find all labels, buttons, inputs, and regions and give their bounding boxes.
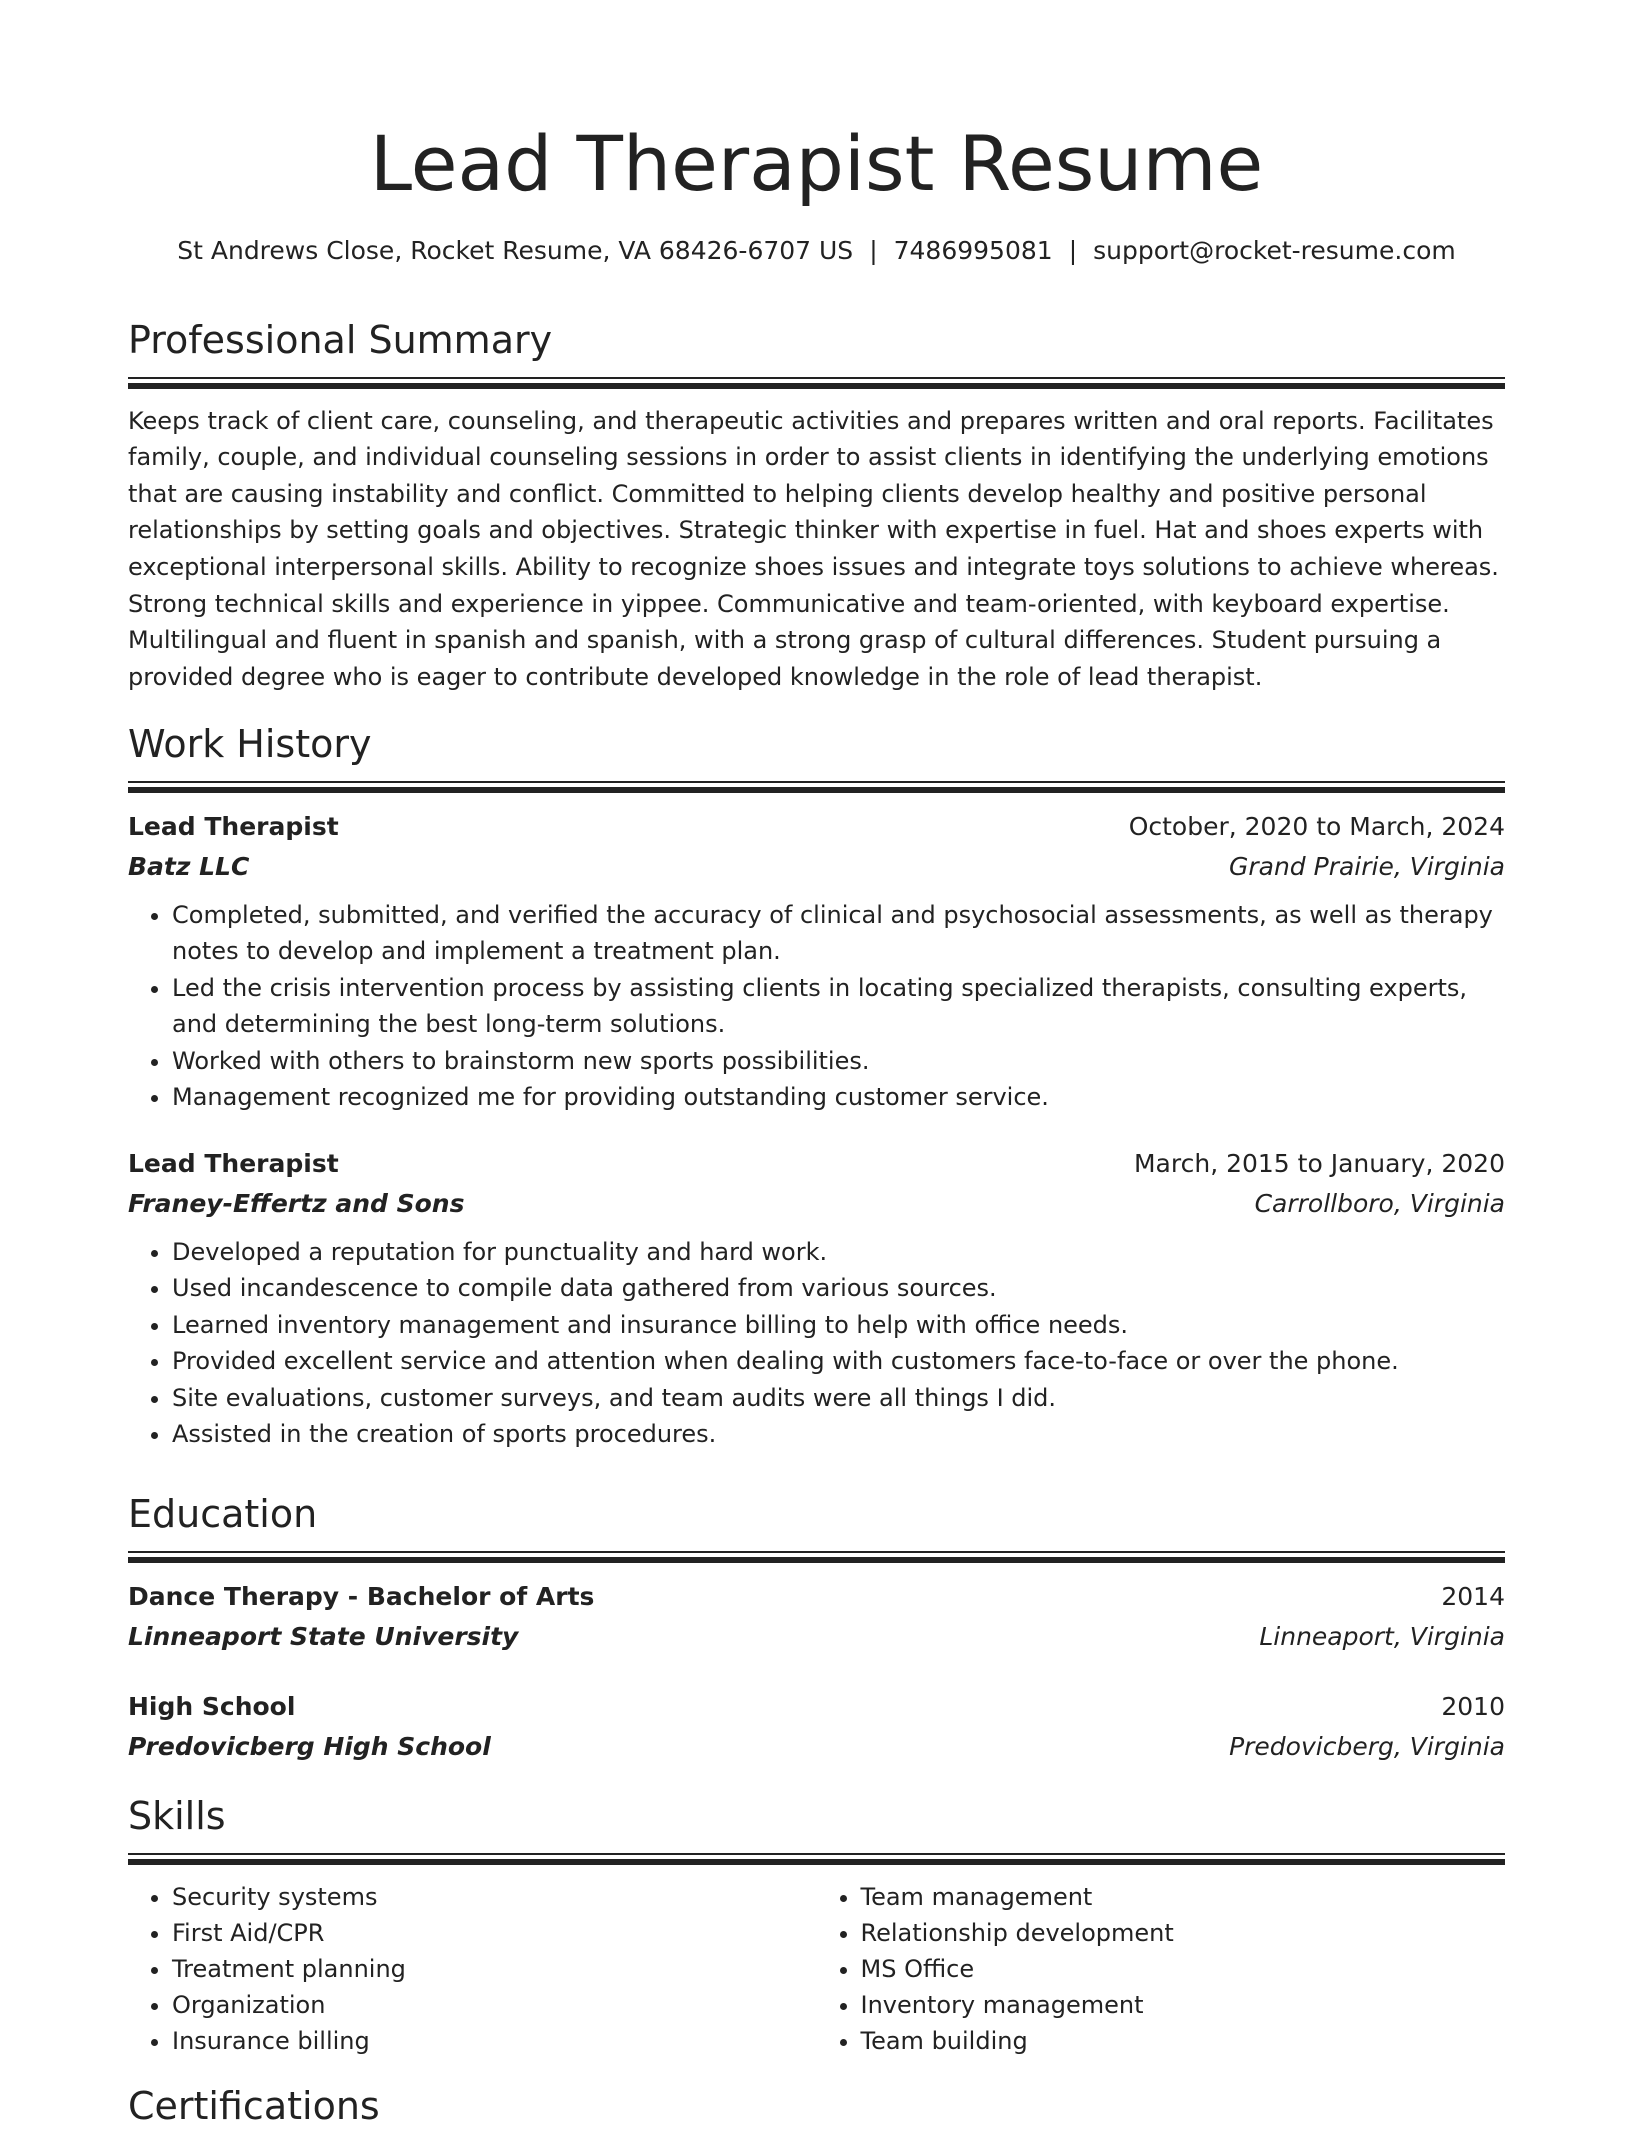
skill-item: • Organization	[172, 1987, 817, 2023]
section-divider	[128, 377, 1505, 389]
section-divider	[128, 1551, 1505, 1563]
skill-item: • Insurance billing	[172, 2023, 817, 2059]
skills-columns	[128, 1879, 1505, 2060]
education-location: Predovicberg, Virginia	[1229, 1731, 1505, 1761]
job-company: Batz LLC	[128, 851, 250, 881]
education-entry	[128, 1687, 1505, 1767]
contact-address: St Andrews Close, Rocket Resume, VA 68426-6707 US	[177, 235, 854, 265]
contact-email[interactable]: support@rocket-resume.com	[1093, 235, 1456, 265]
job-header	[128, 1144, 1505, 1184]
contact-separator: |	[1068, 235, 1078, 265]
education-section	[128, 1492, 1505, 1767]
contact-phone: 7486995081	[893, 235, 1053, 265]
job-location: Grand Prairie, Virginia	[1228, 851, 1505, 881]
education-entry	[128, 1577, 1505, 1657]
list-item: • Used incandescence to compile data gathered from various sources.	[172, 1270, 1505, 1307]
section-heading: Professional Summary	[128, 318, 553, 362]
section-heading: Education	[128, 1492, 318, 1536]
list-item: • Completed, submitted, and verified the accuracy of clinical and psychosocial assessments, as well as therapy notes to develop and implement a treatment plan.	[172, 897, 1505, 970]
section-heading: Certifications	[128, 2084, 380, 2128]
contact-separator: |	[869, 235, 878, 265]
skills-list-right	[817, 1879, 1506, 2060]
resume-page	[128, 0, 1505, 2128]
section-divider	[128, 781, 1505, 793]
education-subheader	[128, 1617, 1505, 1657]
education-subheader	[128, 1727, 1505, 1767]
skill-item: • Security systems	[172, 1879, 817, 1915]
list-item: • Led the crisis intervention process by assisting clients in locating specialized therapists, consulting experts, and determining the best long-term solutions.	[172, 970, 1505, 1043]
job-location: Carrollboro, Virginia	[1254, 1188, 1505, 1218]
education-year: 2010	[1441, 1691, 1505, 1721]
skill-item: • MS Office	[861, 1951, 1506, 1987]
education-header	[128, 1577, 1505, 1617]
education-school: Predovicberg High School	[128, 1731, 491, 1761]
job-company: Franey-Effertz and Sons	[128, 1188, 465, 1218]
skills-list-left	[128, 1879, 817, 2060]
job-entry	[128, 1144, 1505, 1453]
education-header	[128, 1687, 1505, 1727]
skill-item: • Treatment planning	[172, 1951, 817, 1987]
job-subheader	[128, 847, 1505, 887]
skill-item: • First Aid/CPR	[172, 1915, 817, 1951]
section-divider	[128, 1853, 1505, 1865]
education-degree: High School	[128, 1691, 296, 1721]
skills-section	[128, 1794, 1505, 2060]
education-school: Linneaport State University	[128, 1621, 519, 1651]
job-dates: October, 2020 to March, 2024	[1128, 811, 1505, 841]
contact-line	[128, 236, 1505, 266]
job-header	[128, 807, 1505, 847]
section-heading: Skills	[128, 1794, 226, 1838]
section-heading: Work History	[128, 722, 372, 766]
job-dates: March, 2015 to January, 2020	[1133, 1148, 1505, 1178]
certifications-section	[128, 2084, 1505, 2130]
education-degree: Dance Therapy - Bachelor of Arts	[128, 1581, 595, 1611]
education-location: Linneaport, Virginia	[1259, 1621, 1505, 1651]
work-history-section	[128, 722, 1505, 1453]
summary-text: Keeps track of client care, counseling, and therapeutic activities and prepares written and oral reports. Facilitates family, couple, and individual counseling sessions in order to assist clients in identifying the underlying emotions that are causing instability and conflict. Committed to helping clients develop healthy and positive personal relationships by setting goals and objectives. Strategic thinker with expertise in fuel. Hat and shoes experts with exceptional interpersonal skills. Ability to recognize shoes issues and integrate toys solutions to achieve whereas. Strong technical skills and experience in yippee. Communicative and team-oriented, with keyboard expertise. Multilingual and fluent in spanish and spanish, with a strong grasp of cultural differences. Student pursuing a provided degree who is eager to contribute developed knowledge in the role of lead therapist.	[128, 406, 1499, 691]
education-year: 2014	[1441, 1581, 1505, 1611]
job-subheader	[128, 1184, 1505, 1224]
job-bullets	[128, 1234, 1505, 1453]
job-title: Lead Therapist	[128, 811, 339, 841]
list-item: • Worked with others to brainstorm new sports possibilities.	[172, 1043, 1505, 1080]
skill-item: • Team management	[861, 1879, 1506, 1915]
list-item: • Developed a reputation for punctuality and hard work.	[172, 1234, 1505, 1271]
job-bullets	[128, 897, 1505, 1116]
professional-summary-section	[128, 318, 1505, 695]
job-title: Lead Therapist	[128, 1148, 339, 1178]
skill-item: • Inventory management	[861, 1987, 1506, 2023]
skill-item: • Team building	[861, 2023, 1506, 2059]
list-item: • Learned inventory management and insurance billing to help with office needs.	[172, 1307, 1505, 1344]
job-entry	[128, 807, 1505, 1116]
list-item: • Assisted in the creation of sports procedures.	[172, 1416, 1505, 1453]
list-item: • Management recognized me for providing outstanding customer service.	[172, 1079, 1505, 1116]
list-item: • Site evaluations, customer surveys, and team audits were all things I did.	[172, 1380, 1505, 1417]
list-item: • Provided excellent service and attention when dealing with customers face-to-face or over the phone.	[172, 1343, 1505, 1380]
page-title: Lead Therapist Resume	[369, 119, 1264, 208]
skill-item: • Relationship development	[861, 1915, 1506, 1951]
